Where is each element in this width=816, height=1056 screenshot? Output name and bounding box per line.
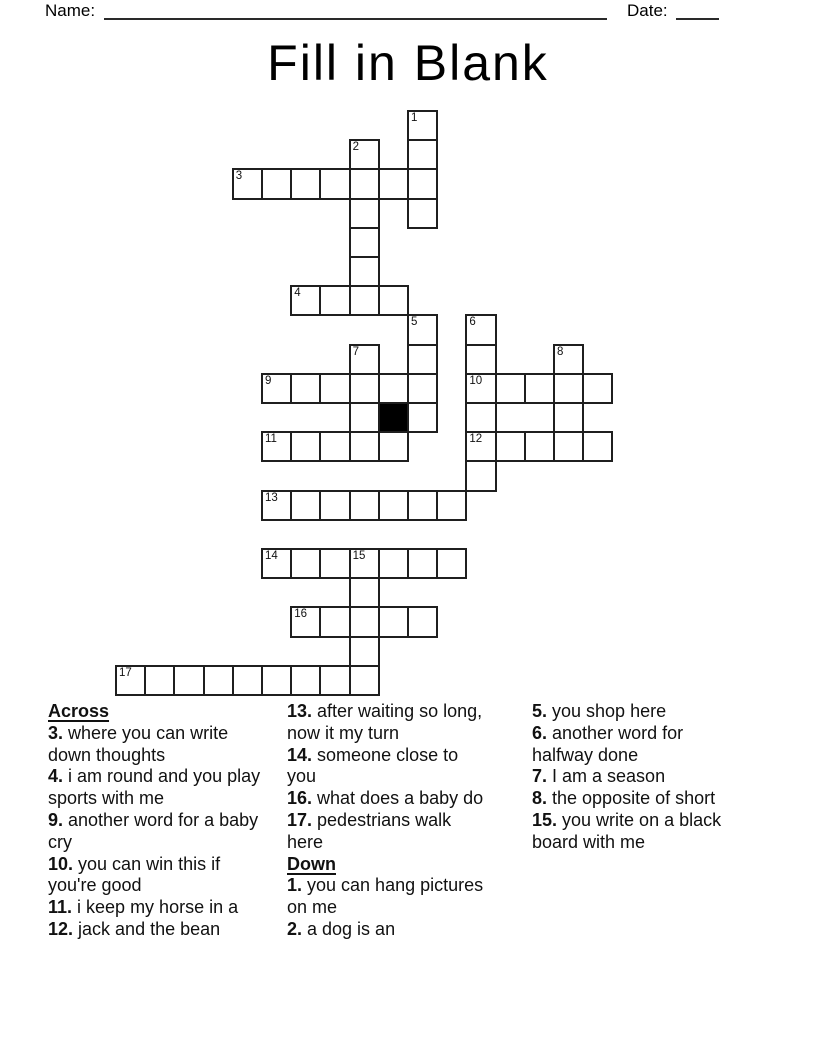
cell-number: 16	[294, 608, 307, 621]
grid-cell-3-8	[349, 198, 380, 229]
grid-cell-9-16	[582, 373, 613, 404]
clue-number: 2.	[287, 918, 303, 939]
grid-cell-8-15	[553, 344, 584, 375]
clue-4: 4. i am round and you play sports with me	[48, 766, 261, 809]
cell-number: 15	[352, 550, 366, 562]
cell-number: 4	[294, 287, 301, 300]
clue-1: 1. you can hang pictures on me	[287, 875, 484, 918]
grid-cell-11-16	[582, 431, 613, 462]
grid-cell-2-4	[232, 168, 263, 199]
grid-cell-10-12	[465, 402, 496, 433]
cell-number: 3	[235, 170, 243, 183]
grid-cell-7-12	[465, 314, 496, 345]
grid-cell-13-11	[436, 490, 467, 521]
date-label: Date:	[627, 1, 668, 20]
grid-cell-19-8	[349, 665, 380, 696]
grid-cell-19-2	[173, 665, 204, 696]
cell-number: 9	[265, 374, 272, 387]
grid-cell-6-7	[319, 285, 350, 316]
grid-cell-7-10	[407, 314, 438, 345]
clue-2: 2. a dog is an	[287, 918, 396, 939]
grid-cell-15-10	[407, 548, 438, 579]
grid-cell-9-7	[319, 373, 350, 404]
clue-3: 3. where you can write down thoughts	[48, 722, 229, 765]
grid-cell-9-8	[349, 373, 380, 404]
clue-number: 3.	[48, 722, 64, 743]
down-header: Down	[287, 853, 336, 874]
grid-cell-19-7	[319, 665, 350, 696]
grid-cell-17-9	[378, 606, 409, 637]
clue-number: 12.	[48, 918, 74, 939]
grid-cell-9-12	[465, 373, 496, 404]
cell-number: 5	[411, 316, 418, 329]
grid-cell-11-14	[524, 431, 555, 462]
grid-cell-8-10	[407, 344, 438, 375]
grid-cell-19-0	[115, 665, 146, 696]
grid-cell-6-9	[378, 285, 409, 316]
clue-12: 12. jack and the bean	[48, 918, 221, 939]
grid-cell-11-13	[495, 431, 526, 462]
clue-number: 11.	[48, 897, 73, 918]
cell-number: 1	[411, 112, 418, 124]
clue-number: 16.	[287, 788, 313, 809]
grid-cell-19-3	[203, 665, 234, 696]
clue-14: 14. someone close to you	[287, 744, 459, 787]
grid-cell-19-4	[232, 665, 263, 696]
clue-number: 8.	[532, 788, 548, 809]
clues-column-1	[48, 701, 266, 941]
grid-cell-15-8	[349, 548, 380, 579]
grid-cell-9-5	[261, 373, 292, 404]
grid-cell-12-12	[465, 460, 496, 491]
page-title: Fill in Blank	[267, 35, 549, 91]
cell-number: 6	[469, 316, 476, 329]
clue-number: 14.	[287, 744, 313, 765]
cell-number: 2	[352, 141, 359, 154]
grid-cell-1-10	[407, 139, 438, 170]
grid-cell-15-5	[261, 548, 292, 579]
clue-8: 8. the opposite of short	[532, 788, 716, 809]
clues-column-3	[532, 701, 744, 854]
grid-cell-2-9	[378, 168, 409, 199]
crossword-grid	[115, 110, 615, 700]
grid-cell-8-8	[349, 344, 380, 375]
grid-cell-3-10	[407, 198, 438, 229]
cell-number: 12	[469, 433, 483, 446]
clue-5: 5. you shop here	[532, 701, 667, 721]
name-label: Name:	[45, 1, 96, 20]
grid-cell-9-6	[290, 373, 321, 404]
grid-cell-11-7	[319, 431, 350, 462]
grid-cell-18-8	[349, 636, 380, 667]
cell-number: 17	[119, 666, 132, 679]
clue-number: 10.	[48, 853, 74, 874]
grid-cell-13-7	[319, 490, 350, 521]
grid-cell-9-14	[524, 373, 555, 404]
grid-cell-2-5	[261, 168, 292, 199]
date-blank-line	[676, 1, 719, 20]
grid-cell-10-8	[349, 402, 380, 433]
clue-number: 7.	[532, 766, 548, 787]
grid-cell-8-12	[465, 344, 496, 375]
grid-cell-1-8	[349, 139, 380, 170]
grid-cell-9-10	[407, 373, 438, 404]
black-cell	[378, 402, 409, 433]
clue-number: 5.	[532, 701, 548, 721]
grid-cell-2-8	[349, 168, 380, 199]
grid-cell-13-6	[290, 490, 321, 521]
clue-number: 17.	[287, 809, 313, 830]
grid-cell-13-8	[349, 490, 380, 521]
grid-cell-13-5	[261, 490, 292, 521]
grid-cell-5-8	[349, 256, 380, 287]
clue-16: 16. what does a baby do	[287, 788, 484, 809]
cell-number: 7	[352, 345, 359, 358]
grid-cell-11-12	[465, 431, 496, 462]
clues-column-2	[287, 701, 489, 941]
grid-cell-17-7	[319, 606, 350, 637]
grid-cell-6-8	[349, 285, 380, 316]
grid-cell-10-10	[407, 402, 438, 433]
grid-cell-17-8	[349, 606, 380, 637]
grid-cell-15-6	[290, 548, 321, 579]
grid-cell-9-9	[378, 373, 409, 404]
grid-cell-4-8	[349, 227, 380, 258]
grid-cell-11-15	[553, 431, 584, 462]
clue-number: 9.	[48, 809, 64, 830]
clue-10: 10. you can win this if you're good	[48, 853, 221, 896]
clue-11: 11. i keep my horse in a	[48, 897, 239, 918]
grid-cell-17-6	[290, 606, 321, 637]
clue-6: 6. another word for halfway done	[532, 722, 684, 765]
clue-7: 7. I am a season	[532, 766, 666, 787]
grid-cell-11-9	[378, 431, 409, 462]
grid-cell-2-7	[319, 168, 350, 199]
grid-cell-15-7	[319, 548, 350, 579]
grid-cell-19-1	[144, 665, 175, 696]
grid-cell-19-6	[290, 665, 321, 696]
grid-cell-6-6	[290, 285, 321, 316]
grid-cell-11-5	[261, 431, 292, 462]
clue-number: 15.	[532, 809, 558, 830]
grid-cell-13-10	[407, 490, 438, 521]
grid-cell-0-10	[407, 110, 438, 141]
cell-number: 14	[265, 550, 278, 562]
name-blank-line	[104, 1, 607, 20]
clue-number: 6.	[532, 722, 548, 743]
cell-number: 10	[469, 374, 483, 387]
grid-cell-11-6	[290, 431, 321, 462]
grid-cell-19-5	[261, 665, 292, 696]
cell-number: 13	[265, 491, 278, 504]
clue-17: 17. pedestrians walk here	[287, 809, 452, 852]
grid-cell-10-15	[553, 402, 584, 433]
clue-9: 9. another word for a baby cry	[48, 809, 259, 852]
grid-cell-15-11	[436, 548, 467, 579]
grid-cell-17-10	[407, 606, 438, 637]
clue-number: 13.	[287, 701, 313, 721]
cell-number: 11	[265, 433, 277, 446]
grid-cell-16-8	[349, 577, 380, 608]
grid-cell-11-8	[349, 431, 380, 462]
grid-cell-13-9	[378, 490, 409, 521]
clue-15: 15. you write on a black board with me	[532, 809, 722, 852]
grid-cell-2-10	[407, 168, 438, 199]
grid-cell-9-15	[553, 373, 584, 404]
grid-cell-2-6	[290, 168, 321, 199]
clue-number: 1.	[287, 875, 303, 896]
grid-cell-15-9	[378, 548, 409, 579]
clue-13: 13. after waiting so long, now it my turn	[287, 701, 483, 743]
cell-number: 8	[557, 345, 564, 358]
grid-cell-9-13	[495, 373, 526, 404]
across-header: Across	[48, 701, 110, 721]
clue-number: 4.	[48, 766, 64, 787]
